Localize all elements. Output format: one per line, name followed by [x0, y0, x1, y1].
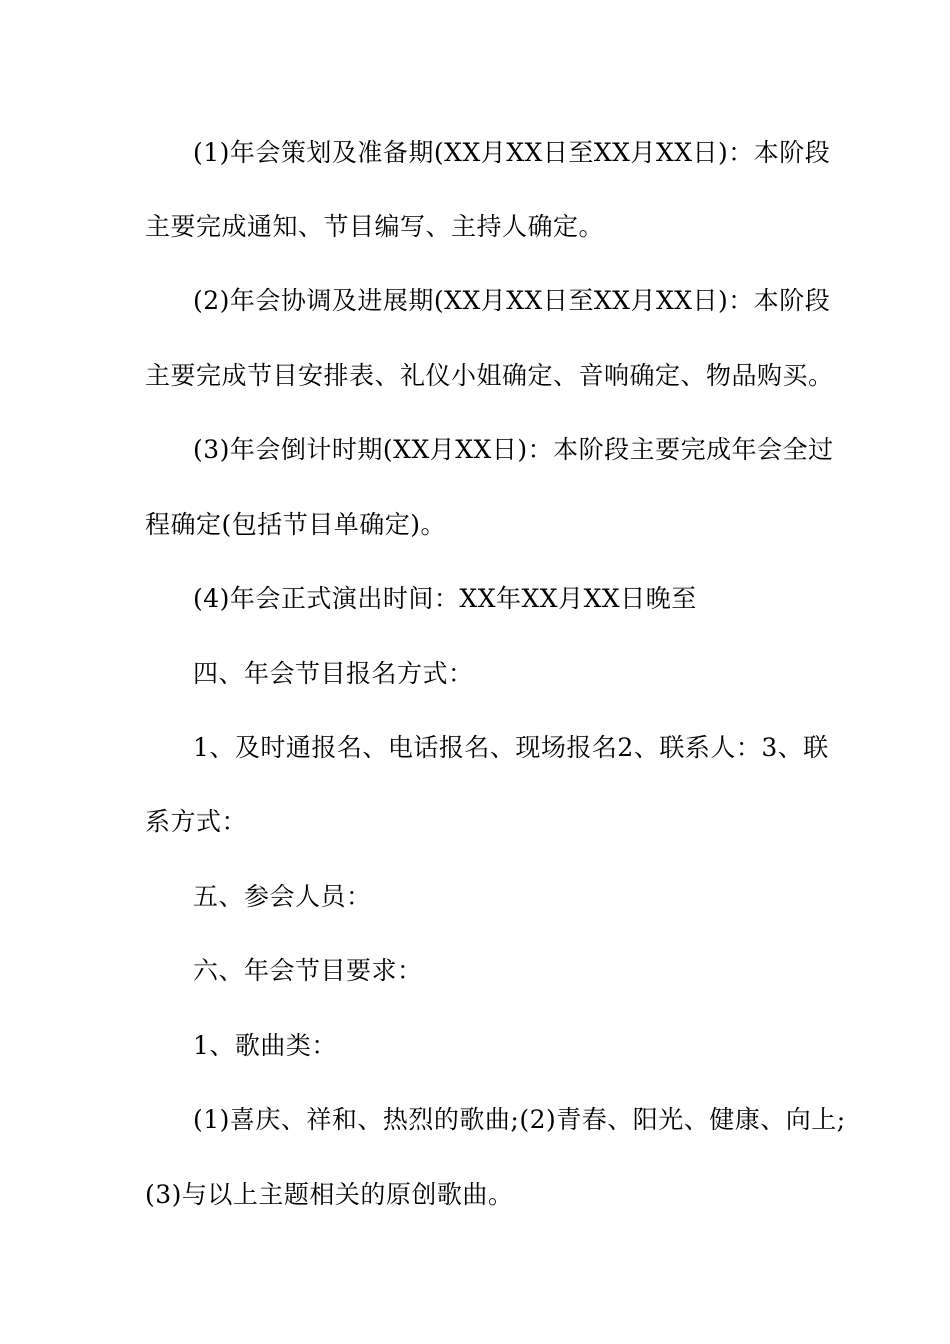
- paragraph-line: (3)年会倒计时期(XX月XX日)：本阶段主要完成年会全过: [193, 435, 834, 464]
- paragraph-line: (1)年会策划及准备期(XX月XX日至XX月XX日)：本阶段: [193, 138, 831, 167]
- paragraph-line: (1)喜庆、祥和、热烈的歌曲;(2)青春、阳光、健康、向上;: [193, 1105, 846, 1134]
- section-heading: 六、年会节目要求：: [193, 956, 423, 985]
- section-heading: 四、年会节目报名方式：: [193, 659, 474, 688]
- subsection-heading: 1、歌曲类：: [193, 1031, 337, 1060]
- paragraph-line: (2)年会协调及进展期(XX月XX日至XX月XX日)：本阶段: [193, 286, 831, 315]
- paragraph-line: 系方式：: [145, 807, 248, 836]
- paragraph-line: (4)年会正式演出时间：XX年XX月XX日晚至: [193, 584, 697, 613]
- paragraph-line: 主要完成通知、节目编写、主持人确定。: [145, 212, 605, 241]
- paragraph-line: 1、及时通报名、电话报名、现场报名2、联系人：3、联: [193, 733, 829, 762]
- paragraph-line: (3)与以上主题相关的原创歌曲。: [145, 1180, 514, 1209]
- section-heading: 五、参会人员：: [193, 882, 372, 911]
- paragraph-line: 主要完成节目安排表、礼仪小姐确定、音响确定、物品购买。: [145, 361, 834, 390]
- paragraph-line: 程确定(包括节目单确定)。: [145, 510, 447, 539]
